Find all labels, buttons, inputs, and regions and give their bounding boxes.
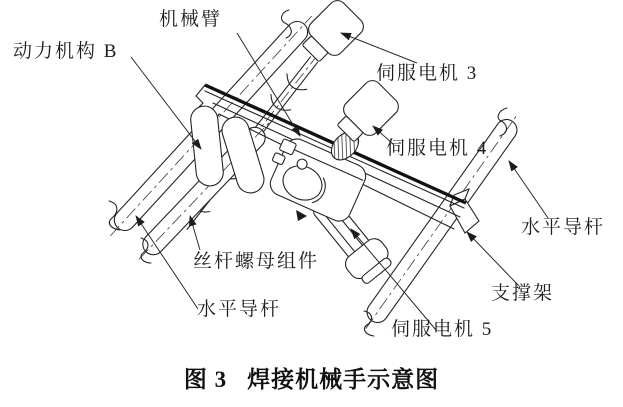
leader-power-mechanism-b: [131, 57, 201, 149]
leader-guide-rod-right: [509, 161, 548, 218]
label-power-mechanism-b: 动力机构 B: [13, 41, 119, 62]
leader-screw-nut: [190, 216, 200, 250]
figure-caption-number: 图 3: [183, 367, 228, 392]
label-guide-rod-left: 水平导杆: [197, 299, 282, 320]
label-screw-nut-assembly: 丝杆螺母组件: [193, 251, 320, 272]
label-robot-arm: 机械臂: [159, 9, 223, 30]
label-servo-motor-3: 伺服电机 3: [376, 63, 479, 84]
label-support-frame: 支撑架: [491, 283, 555, 304]
figure-caption-title: 焊接机械手示意图: [247, 367, 440, 392]
detail-wedge: [296, 210, 307, 221]
support-frame-block: [450, 189, 479, 233]
label-servo-motor-5: 伺服电机 5: [391, 319, 494, 340]
leader-servo-motor-3: [341, 33, 417, 63]
leader-support-frame: [467, 232, 519, 286]
figure-caption: [0, 361, 623, 394]
label-servo-motor-4: 伺服电机 4: [386, 138, 489, 159]
label-guide-rod-right: 水平导杆: [521, 217, 606, 238]
